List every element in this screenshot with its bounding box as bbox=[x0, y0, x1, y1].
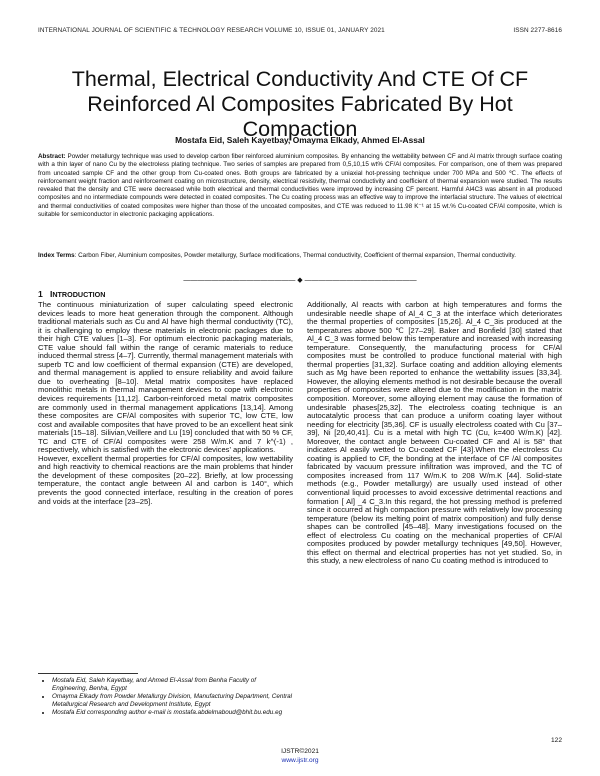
footnote-item: • Mostafa Eid corresponding author e-mail is mostafa.abdelmaboud@bhit.bu.edu.eg bbox=[52, 709, 293, 717]
right-column bbox=[307, 301, 562, 566]
author-list: Mostafa Eid, Saleh Kayetbay, Omayma Elkady, Ahmed El-Assal bbox=[175, 135, 425, 145]
abstract-text: Powder metallurgy technique was used to develop carbon fiber reinforced aluminium composites. By enhancing the wettability between CF and Al matrix through surface coating with a thin layer of nano Cu by the electroless plating technique. Two series of samples are prepared from 0,5,10,15 wt% CF/Al composites. For comparison, one of them was prepared from uncoated sample CF and the other group from Cu-coated ones. Both groups are fabricated by a uniaxial hot-pressing technique under 700 MPa and 500 ℃. The effects of reinforcement weight fraction and reinforcement coating on microstructure, density, electrical resistivity, thermal conductivity and coefficient of thermal expansion were studied. The results revealed that the density and CTE were decreased while both electrical and thermal conductivities were improved by increasing CF percent. Harmful Al4C3 was absent in all produced composites and no intermediate compounds were detected in coated composites. The Cu coating process was an effective way to improve the interfacial structure. The values of electrical and thermal conductivities of coated composites were higher than those of the uncoated composites, and CTE was reduced to 11.98 K⁻¹ at 15 wt.% Cu-coated CF/Al composite, which is suitable for semiconductor in electronic packaging applications. bbox=[38, 153, 563, 219]
section-divider: ———————————————— ◆ ———————————————— bbox=[183, 277, 417, 284]
section-heading bbox=[38, 289, 105, 299]
section-title-initial: I bbox=[49, 289, 53, 299]
footnote-rule bbox=[38, 673, 138, 674]
page-number: 122 bbox=[550, 737, 562, 744]
paper-title: Thermal, Electrical Conductivity And CTE Of CF Reinforced Al Composites Fabricated By Hot Compaction bbox=[71, 67, 529, 142]
journal-url-link[interactable]: www.ijstr.org bbox=[281, 756, 319, 764]
journal-name: INTERNATIONAL JOURNAL OF SCIENTIFIC & TECHNOLOGY RESEARCH VOLUME 10, ISSUE 01, JANUARY 2021 bbox=[38, 27, 385, 34]
paragraph: The continuous miniaturization of super calculating speed electronic devices leads to more heat generation through the component. Although traditional materials such as Cu and Al have high thermal conductivity (TC), it is challenging to employ these materials in electronic packages due to their high CTE values [1–3]. For optimum electronic packaging materials, CTE value should fall within the range of ceramic materials to reduce induced thermal stress [4–7]. Currently, thermal management materials with superb TC and low coefficient of thermal expansion (CTE) are developed, and thermal management is applied to ensure reliability and avoid failure due to overheating [8–10]. Metal matrix composites have replaced monolithic metals in thermal management devices to cope with electronic devices requirements [11,12]. Carbon-reinforced metal matrix composites are commonly used in thermal management applications [13,14]. Among these composites are CF/Al composites with superior TC, low CTE, low cost and available composites that have proved to be an excellent heat sink materials [15–18]. Silivian,Veillere and Lu [19] concluded that with 50 % CF, TC and CTE of CF/Al composites were 258 W/m.K and 7 k^(-1) , respectively, which is satisfied with the electronic devices' applications. bbox=[38, 300, 293, 455]
page-footer bbox=[0, 748, 600, 765]
footnotes bbox=[38, 677, 293, 717]
issn: ISSN 2277-8616 bbox=[513, 27, 562, 34]
left-column bbox=[38, 301, 293, 506]
section-number: 1 bbox=[38, 289, 43, 299]
running-header bbox=[38, 27, 562, 34]
paragraph: Additionally, Al reacts with carbon at high temperatures and forms the undesirable needle shape of Al_4 C_3 at the interface which deteriorates the thermal properties of composites [15,26]. Al_4 C_3is produced at the temperatures above 500 ℃ [27–29]. Baker and Bonfield [30] stated that Al_4 C_3 was formed below this temperature and increased with increasing temperature. Consequently, the manufacturing process for CF/Al composites must be controlled to produce functional material with high thermal properties [31,32]. Surface coating and addition alloying elements such as Mg have been reported to enhance the wettability issues [33,34]. However, the alloying elements method is not desirable because the overall properties of composites were altered due to the modification in the matrix composition. Moreover, some alloying element may cause the formation of undesirable phases[25,32]. The electroless coating technique is an autocatalytic process that can produce a uniform coating layer without needing for electricity [35,36]. CF is usually electroless coated with Cu [37–39], Ni [20,40,41]. Cu is a metal with high TC (Cu, k=400 W/m.K) [42]. Moreover, the contact angle between Cu-coated CF and Al is 58° that indicates Al easily wetted to Cu-coated CF [43].When the electroless Cu coating is applied to CF, the bonding at the interface of CF /Al composites fabricated by vacuum pressure infiltration was improved, and the TC of composites increased from 117 W/m.K to 208 W/m.K [44]. Solid-state methods (e.g., Powder metallurgy) are usually used instead of other conventional liquid processes to avoid excessive detrimental reactions and formation [ Al] _4 C_3.In this regard, the hot pressing method is preferred since it occurred at high compaction pressure with relatively low processing temperature (below its melting point of matrix composition) and fully dense shapes can be controlled [45–48]. Many investigations focused on the effect of electroless Cu coating on the mechanical properties of CF/Al composites produced by powder metallurgy techniques [49,50]. However, this effect on thermal and electrical properties has not yet studied. So, in this study, a new electroless of nano Cu coating method is introduced to bbox=[307, 300, 562, 566]
footnote-item: • Mostafa Eid, Saleh Kayetbay, and Ahmed El-Assal from Benha Faculty of Engineering, Benha, Egypt bbox=[52, 677, 293, 693]
index-terms-text: : Carbon Fiber, Aluminium composites, Powder metallurgy, Surface modifications, Thermal conductivity, Coefficient of thermal expansion, Thermal conductivity. bbox=[74, 252, 516, 259]
abstract-label: Abstract: bbox=[38, 153, 66, 160]
footnote-item: • Omayma Elkady from Powder Metallurgy Division, Manufacturing Department, Central Metallurgical Research and Development Institute, Egypt bbox=[52, 693, 293, 709]
section-title-rest: NTRODUCTION bbox=[52, 290, 106, 299]
index-terms bbox=[38, 252, 562, 260]
abstract bbox=[38, 153, 562, 219]
index-terms-label: Index Terms bbox=[38, 252, 75, 259]
paragraph: However, excellent thermal properties for CF/Al composites, low wettability and high reactivity to chemical reactions are the main problems that hinder the development of these composites [20–22]. Briefly, at low processing temperature, the contact angle between Al and carbon is 140°, which prevents the good connected interface, resulting in the creation of pores and voids at the interface [23–25]. bbox=[38, 453, 293, 506]
copyright-code: IJSTR©2021 bbox=[281, 748, 319, 755]
